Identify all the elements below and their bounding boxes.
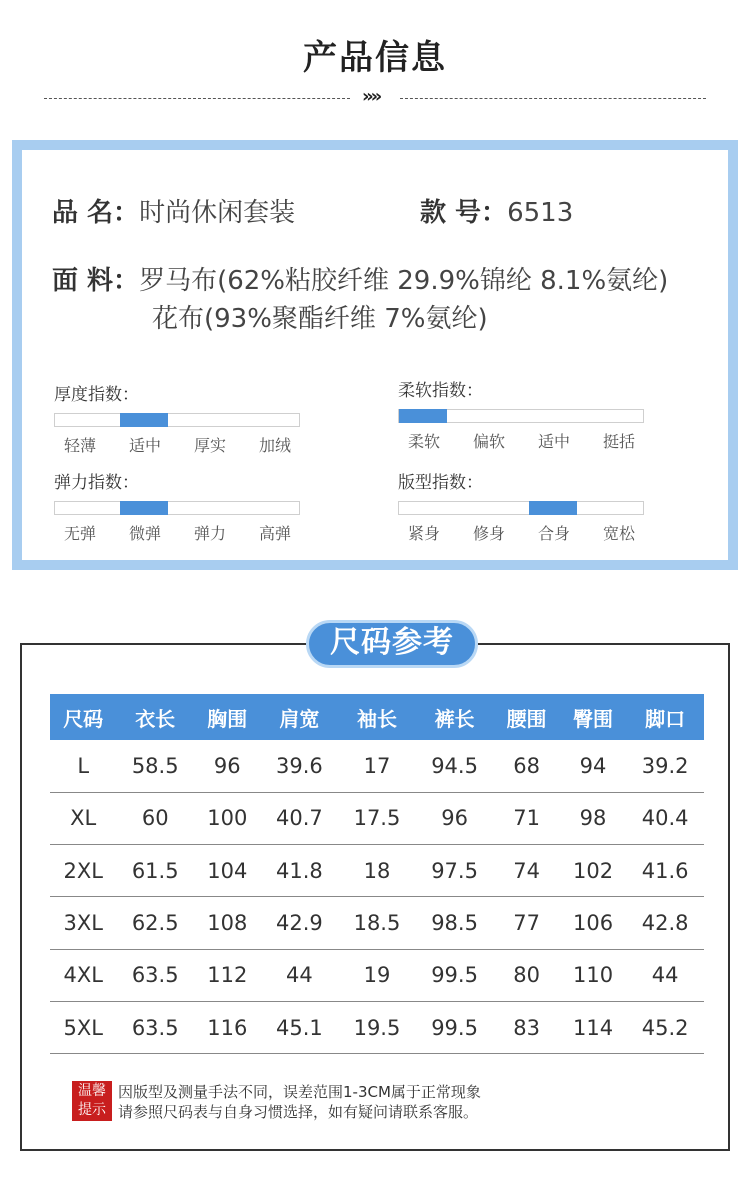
divider-right (400, 98, 706, 99)
table-cell: XL (50, 792, 116, 844)
size-table-header-cell: 尺码 (50, 694, 116, 740)
fit-option: 紧身 (408, 524, 441, 543)
style-number-label: 款 号： (420, 198, 508, 228)
fit-option: 修身 (473, 524, 506, 543)
table-cell: 19 (338, 949, 416, 1001)
table-row (50, 845, 704, 897)
table-cell: 17.5 (338, 792, 416, 844)
table-cell: 45.1 (261, 1001, 339, 1053)
softness-option: 挺括 (603, 432, 636, 451)
size-table-header-cell: 脚口 (626, 694, 704, 740)
table-cell: 42.9 (261, 897, 339, 949)
fit-option: 合身 (538, 524, 571, 543)
table-cell: 68 (493, 740, 559, 792)
table-cell: 45.2 (626, 1001, 704, 1053)
table-cell: 3XL (50, 897, 116, 949)
softness-index (398, 376, 658, 452)
tip-badge-line-1: 温馨 (78, 1083, 106, 1099)
fit-index (398, 468, 658, 544)
table-row (50, 792, 704, 844)
table-cell: 44 (261, 949, 339, 1001)
table-cell: 98.5 (416, 897, 494, 949)
size-table (50, 694, 704, 1054)
thickness-index-bar (54, 413, 300, 427)
thickness-option: 轻薄 (64, 436, 97, 455)
elasticity-index-fill (120, 501, 168, 515)
size-table-header (50, 694, 704, 740)
elasticity-option: 弹力 (194, 524, 227, 543)
table-cell: 63.5 (116, 949, 194, 1001)
section-title: 产品信息 (303, 38, 447, 78)
fabric-line-1: 罗马布(62%粘胶纤维 29.9%锦纶 8.1%氨纶) (139, 266, 669, 296)
table-cell: 40.4 (626, 792, 704, 844)
size-chart-title: 尺码参考 (306, 620, 478, 668)
softness-index-fill (399, 409, 447, 423)
table-cell: 106 (560, 897, 627, 949)
table-row (50, 1001, 704, 1053)
fit-option: 宽松 (603, 524, 636, 543)
table-cell: 39.2 (626, 740, 704, 792)
style-number-row (420, 192, 573, 229)
thickness-option: 厚实 (194, 436, 227, 455)
softness-index-title: 柔软指数： (398, 381, 483, 401)
table-cell: 42.8 (626, 897, 704, 949)
tip-line-2: 请参照尺码表与自身习惯选择，如有疑问请联系客服。 (118, 1103, 479, 1121)
table-cell: 58.5 (116, 740, 194, 792)
table-cell: 114 (560, 1001, 627, 1053)
size-table-header-cell: 衣长 (116, 694, 194, 740)
fit-index-title: 版型指数： (398, 473, 483, 493)
elasticity-option: 微弹 (129, 524, 162, 543)
product-info-box (12, 140, 738, 570)
softness-index-bar (398, 409, 644, 423)
softness-option: 适中 (538, 432, 571, 451)
size-table-header-cell: 袖长 (338, 694, 416, 740)
thickness-index (54, 380, 314, 456)
fit-index-bar (398, 501, 644, 515)
table-cell: 80 (493, 949, 559, 1001)
fabric-line-2: 花布(93%聚酯纤维 7%氨纶) (152, 304, 488, 334)
table-cell: 112 (194, 949, 261, 1001)
size-table-header-cell: 肩宽 (261, 694, 339, 740)
table-cell: 98 (560, 792, 627, 844)
table-cell: 18 (338, 845, 416, 897)
table-cell: 110 (560, 949, 627, 1001)
table-cell: 62.5 (116, 897, 194, 949)
table-cell: 60 (116, 792, 194, 844)
table-row (50, 897, 704, 949)
table-cell: 5XL (50, 1001, 116, 1053)
thickness-index-fill (120, 413, 168, 427)
table-cell: 63.5 (116, 1001, 194, 1053)
table-cell: 4XL (50, 949, 116, 1001)
tip-text (118, 1082, 481, 1122)
tip-badge (72, 1081, 112, 1121)
elasticity-index-bar (54, 501, 300, 515)
fabric-label: 面 料： (52, 266, 140, 296)
table-cell: 96 (194, 740, 261, 792)
elasticity-index-title: 弹力指数： (54, 473, 139, 493)
table-cell: 44 (626, 949, 704, 1001)
elasticity-option: 无弹 (64, 524, 97, 543)
table-cell: 41.8 (261, 845, 339, 897)
softness-option: 偏软 (473, 432, 506, 451)
table-cell: L (50, 740, 116, 792)
table-cell: 100 (194, 792, 261, 844)
product-name-row (52, 192, 295, 229)
table-cell: 17 (338, 740, 416, 792)
elasticity-index (54, 468, 314, 544)
tip-badge-line-2: 提示 (78, 1102, 106, 1118)
table-cell: 71 (493, 792, 559, 844)
table-row (50, 740, 704, 792)
size-table-header-cell: 臀围 (560, 694, 627, 740)
table-cell: 99.5 (416, 1001, 494, 1053)
product-name-value: 时尚休闲套装 (139, 198, 296, 228)
chevron-right-icon: »» (362, 86, 380, 107)
table-cell: 99.5 (416, 949, 494, 1001)
elasticity-option: 高弹 (259, 524, 292, 543)
table-cell: 19.5 (338, 1001, 416, 1053)
table-cell: 94 (560, 740, 627, 792)
table-cell: 61.5 (116, 845, 194, 897)
size-table-header-cell: 胸围 (194, 694, 261, 740)
table-cell: 2XL (50, 845, 116, 897)
softness-option: 柔软 (408, 432, 441, 451)
fit-index-fill (529, 501, 577, 515)
style-number-value: 6513 (507, 198, 574, 228)
table-cell: 96 (416, 792, 494, 844)
table-cell: 83 (493, 1001, 559, 1053)
table-cell: 40.7 (261, 792, 339, 844)
table-cell: 94.5 (416, 740, 494, 792)
table-cell: 108 (194, 897, 261, 949)
table-cell: 41.6 (626, 845, 704, 897)
product-name-label: 品 名： (52, 198, 140, 228)
thickness-index-title: 厚度指数： (54, 385, 139, 405)
table-cell: 74 (493, 845, 559, 897)
table-row (50, 949, 704, 1001)
thickness-option: 适中 (129, 436, 162, 455)
thickness-option: 加绒 (259, 436, 292, 455)
table-cell: 18.5 (338, 897, 416, 949)
fabric-row (52, 260, 668, 297)
tip-line-1: 因版型及测量手法不同，误差范围1-3CM属于正常现象 (118, 1083, 481, 1101)
table-cell: 116 (194, 1001, 261, 1053)
table-cell: 102 (560, 845, 627, 897)
divider-left (44, 98, 350, 99)
table-cell: 104 (194, 845, 261, 897)
table-cell: 39.6 (261, 740, 339, 792)
table-cell: 77 (493, 897, 559, 949)
size-table-header-cell: 腰围 (493, 694, 559, 740)
size-table-header-cell: 裤长 (416, 694, 494, 740)
table-cell: 97.5 (416, 845, 494, 897)
